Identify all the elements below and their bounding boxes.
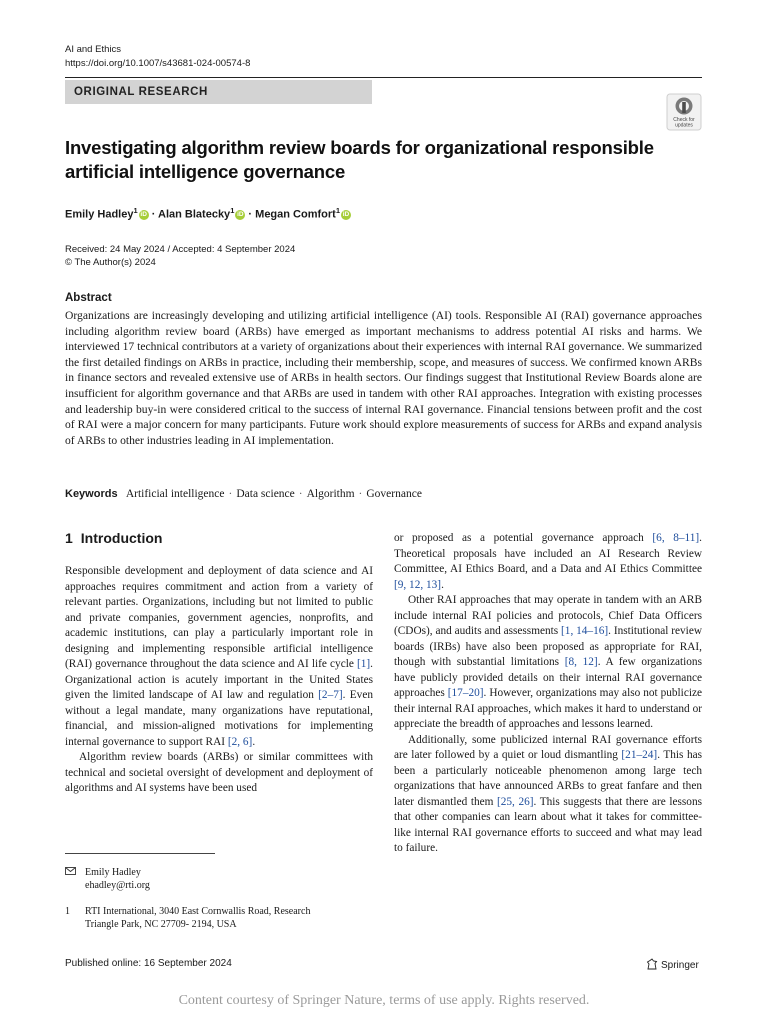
abstract-text: Organizations are increasingly developing and utilizing artificial intelligence (AI) tools. Responsible AI (RAI) governance approaches including algorithm review board (ARBs) have emerged as important mechanisms to address potential AI risks and harms. We interviewed 17 technical contributors at a variety of organizations about their experiences with internal RAI governance. We summarized the first detailed findings on ARBs in practice, including their membership, scope, and measures of success. We confirmed known ARBs in finance sectors and revealed extensive use of ARBs in health sectors. Our findings suggest that Institutional Review Boards alone are insufficient for algorithm governance and that ARBs are used in tandem with other RAI approaches. Integration with existing processes and leadership buy-in were considered critical to the success of internal RAI governance. Financial tensions between profit and the cost of RAI were a major concern for many participants. Future work should explore measurements of success for ARBs and expand analysis of ARBs to other industries leading in AI implementation. xyxy=(65,309,702,447)
paragraph-text: . xyxy=(441,578,444,591)
paragraph-text: . Even without a legal mandate, many organizations have reputational, financial, and mission-aligned motivations for implementing internal governance to support RAI xyxy=(65,689,373,748)
keyword: Artificial intelligence xyxy=(125,488,225,500)
paragraph xyxy=(65,564,373,750)
paragraph-text: Responsible development and deployment of data science and AI approaches requires commitment and action from a variety of relevant parties. Organizations, including but not limited to public and private companies, government agencies, nonprofits, and academic institutions, can play a particularly important role in designing and implementing responsible artificial intelligence (RAI) governance throughout the data science and AI life cycle xyxy=(65,565,373,670)
affiliation-mark: 1 xyxy=(133,206,138,215)
paragraph-text: . However, organizations may also not publicize their internal RAI approaches, which makes it hard to understand or appreciate the breadth of approaches and lessons learned. xyxy=(394,687,702,730)
paragraph-text: . Theoretical proposals have included an AI Research Review Committee, AI Ethics Board, and a Data and AI Ethics Committee xyxy=(394,532,702,575)
author-name[interactable]: Megan Comfort xyxy=(255,208,336,221)
journal-info xyxy=(65,43,250,71)
publisher-logo xyxy=(646,958,699,971)
citation-link[interactable]: [8, 12] xyxy=(564,656,598,668)
springer-horse-icon xyxy=(646,958,658,970)
crossmark-text-2: updates xyxy=(675,122,693,129)
citation-link[interactable]: [9, 12, 13] xyxy=(394,578,442,591)
article-dates xyxy=(65,243,295,269)
paragraph-text: Additionally, some publicized internal RAI governance efforts are later followed by a quiet or loud dismantling xyxy=(394,733,702,761)
published-date: Published online: 16 September 2024 xyxy=(65,958,232,969)
corresponding-author-footnote xyxy=(65,866,150,892)
paragraph-text: . xyxy=(252,735,256,748)
crossmark-icon xyxy=(666,93,702,131)
citation-link[interactable]: [6, 8–11] xyxy=(652,532,700,544)
paragraph-text: Other RAI approaches that may operate in tandem with an ARB include internal RAI policies and protocols, Chief Data Officers (CDOs), and audits and assessments xyxy=(394,594,702,637)
keyword: Data science xyxy=(236,488,295,500)
affiliation-mark: 1 xyxy=(335,206,340,215)
section-heading xyxy=(65,530,162,546)
body-column-left xyxy=(65,564,373,797)
paragraph xyxy=(394,531,702,593)
orcid-icon[interactable]: iD xyxy=(342,210,350,218)
citation-link[interactable]: [25, 26] xyxy=(497,795,534,808)
affiliation-footnote xyxy=(65,905,310,931)
keywords-heading: Keywords xyxy=(65,488,118,500)
corresponding-email[interactable]: ehadley@rti.org xyxy=(85,880,150,891)
author-name[interactable]: Alan Blatecky xyxy=(158,208,231,221)
body-column-right xyxy=(394,531,702,857)
corresponding-name: Emily Hadley xyxy=(85,867,141,878)
citation-link[interactable]: [17–20] xyxy=(447,687,484,699)
article-type-banner: ORIGINAL RESEARCH xyxy=(65,80,372,104)
author-name[interactable]: Emily Hadley xyxy=(65,208,134,221)
paragraph xyxy=(394,733,702,857)
crossmark-text-1: Check for xyxy=(673,117,695,123)
affiliation-line-2: Triangle Park, NC 27709- 2194, USA xyxy=(85,919,237,930)
header-rule xyxy=(65,77,702,78)
article-title: Investigating algorithm review boards for organizational responsible artificial intelligence governance xyxy=(65,137,654,182)
paragraph-text: . This suggests that there are lessons that other companies can learn about what it takes for committee-like internal RAI governance efforts to succeed and what may lead to failure. xyxy=(394,795,702,854)
publisher-name: Springer xyxy=(661,960,699,971)
envelope-icon xyxy=(65,866,85,879)
check-for-updates-badge[interactable] xyxy=(666,93,702,131)
journal-name: AI and Ethics xyxy=(65,44,121,55)
section-title: Introduction xyxy=(80,530,163,546)
paragraph-text: . This has been a particularly noticeable phenomenon among large tech organizations that have announced ARBs to great fanfare and then later dismantled them xyxy=(394,749,703,808)
affiliation-line-1: RTI International, 3040 East Cornwallis Road, Research xyxy=(85,906,311,917)
courtesy-notice: Content courtesy of Springer Nature, terms of use apply. Rights reserved. xyxy=(178,993,590,1008)
section-number: 1 xyxy=(65,530,73,546)
footnote-rule xyxy=(65,853,215,854)
affiliation-mark: 1 xyxy=(230,206,235,215)
received-accepted: Received: 24 May 2024 / Accepted: 4 September 2024 xyxy=(65,244,296,255)
keyword: Algorithm xyxy=(306,488,355,500)
copyright: © The Author(s) 2024 xyxy=(65,257,156,268)
orcid-icon[interactable]: iD xyxy=(237,210,244,218)
orcid-icon[interactable]: iD xyxy=(140,210,147,218)
doi-link[interactable]: https://doi.org/10.1007/s43681-024-00574-8 xyxy=(65,58,251,69)
paragraph xyxy=(394,593,702,733)
paragraph xyxy=(65,750,373,797)
citation-link[interactable]: [1] xyxy=(356,658,371,670)
author-list: Emily Hadley$^1$ iD · Alan Blatecky$^1$ iD · Megan Comfort$^1$ iD xyxy=(65,206,350,221)
citation-link[interactable]: [2, 6] xyxy=(227,735,253,748)
paragraph-text: . A few organizations have publicly provided details on their internal RAI governance approaches xyxy=(394,656,702,699)
citation-link[interactable]: [2–7] xyxy=(318,689,343,701)
abstract-heading: Abstract xyxy=(65,292,112,304)
paragraph-text: Algorithm review boards (ARBs) or similar committees with technical and societal oversight of development and deployment of algorithms and AI systems have been used xyxy=(65,751,373,794)
keywords: Keywords Artificial intelligence · Data science · Algorithm · Governance xyxy=(65,488,422,500)
paragraph-text: . Organizational action is acutely important in the United States given the limited landscape of AI law and regulation xyxy=(65,658,373,701)
citation-link[interactable]: [1, 14–16] xyxy=(561,625,609,637)
keyword: Governance xyxy=(366,488,422,500)
paragraph-text: . Institutional review boards (IRBs) have also been proposed as appropriate for RAI, though with substantial limitations xyxy=(394,625,702,668)
paragraph-text: or proposed as a potential governance approach xyxy=(394,532,653,544)
citation-link[interactable]: [21–24] xyxy=(621,749,658,761)
affiliation-number: 1 xyxy=(65,906,70,917)
